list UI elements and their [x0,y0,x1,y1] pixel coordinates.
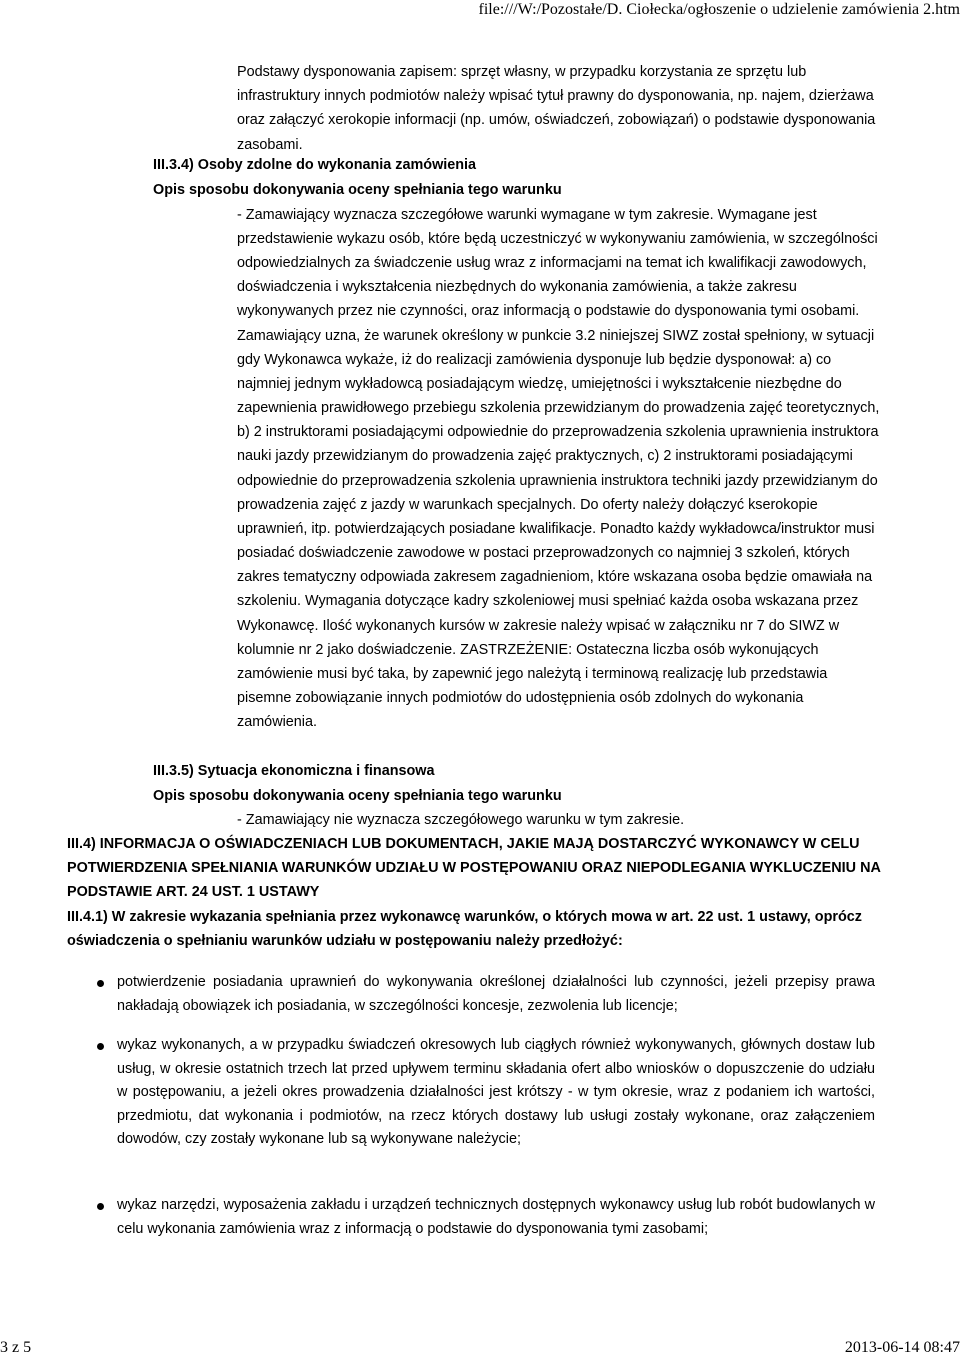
paragraph-osoby-first-line: - Zamawiający wyznacza szczegółowe warunki wymagane w tym zakresie. Wymagane jest [237,207,817,223]
section-heading-iii-3-5: III.3.5) Sytuacja ekonomiczna i finansowa [153,763,435,779]
section-heading-iii-4-1: III.4.1) W zakresie wykazania spełniania przez wykonawcę warunków, o których mowa w art. 22 ust. 1 ustawy, oprócz oświadczenia o spełnianiu warunków udziału w postępowaniu należy przedłożyć: [67,909,862,949]
required-documents-list [95,971,875,1018]
print-datetime: 2013-06-14 08:47 [844,1339,960,1356]
list-item-text: wykaz narzędzi, wyposażenia zakładu i urządzeń technicznych dostępnych wykonawcy usług lub robót budowlanych w celu wykonania zamówienia wraz z informacją o podstawie do dysponowania tymi zasobami; [117,1197,875,1237]
list-item [95,1194,875,1241]
paragraph-sytuacja-ekonomiczna: - Zamawiający nie wyznacza szczegółowego warunku w tym zakresie. [237,812,685,828]
list-item-text: wykaz wykonanych, a w przypadku świadczeń okresowych lub ciągłych również wykonywanych, głównych dostaw lub usług, w okresie ostatnich trzech lat przed upływem terminu składania ofert albo wniosków o dopuszczenie do udziału w postępowaniu, a jeżeli okres prowadzenia działalności jest krótszy - w tym okresie, wraz z podaniem ich wartości, przedmiotu, dat wykonania i podmiotów, na rzecz których dostawy lub usługi zostały wykonane, oraz załączeniem dowodów, czy zostały wykonane lub są wykonywane należycie; [117,1037,875,1147]
list-item-text: potwierdzenie posiadania uprawnień do wykonywania określonej działalności lub czynności, jeżeli przepisy prawa nakładają obowiązek ich posiadania, w szczególności koncesje, zezwolenia lub licencje; [117,974,875,1014]
page-number: 3 z 5 [0,1339,32,1356]
bullet-icon [97,1203,104,1210]
section-heading-iii-3-4: III.3.4) Osoby zdolne do wykonania zamówienia [153,157,477,173]
bullet-icon [97,1043,104,1050]
section-heading-iii-4: III.4) INFORMACJA O OŚWIADCZENIACH LUB DOKUMENTACH, JAKIE MAJĄ DOSTARCZYĆ WYKONAWCY W CELU POTWIERDZENIA SPEŁNIANIA WARUNKÓW UDZIAŁU W POSTĘPOWANIU ORAZ NIEPODLEGANIA WYKLUCZENIU NA PODSTAWIE ART. 24 UST. 1 USTAWY [67,836,881,900]
evaluation-method-heading: Opis sposobu dokonywania oceny spełniania tego warunku [153,788,562,804]
list-item [95,971,875,1018]
required-documents-list [95,1194,875,1241]
evaluation-method-heading: Opis sposobu dokonywania oceny spełniania tego warunku [153,182,562,198]
file-path-header: file:///W:/Pozostałe/D. Ciołecka/ogłoszenie o udzielenie zamówienia 2.htm [478,1,960,18]
bullet-icon [97,980,104,987]
paragraph-podstawy-dysponowania: Podstawy dysponowania zapisem: sprzęt własny, w przypadku korzystania ze sprzętu lub infrastruktury innych podmiotów należy wpisać tytuł prawny do dysponowania, np. najem, dzierżawa oraz załączyć xerokopie informacji (np. umów, oświadczeń, zobowiązań) o podstawie dysponowania zasobami. [237,64,876,153]
paragraph-osoby-zdolne: przedstawienie wykazu osób, które będą uczestniczyć w wykonywaniu zamówienia, w szczególności odpowiedzialnych za świadczenie usług wraz z informacjami na temat ich kwalifikacji zawodowych, doświadczenia i wykształcenia niezbędnych do wykonania zamówienia, a także zakresu wykonywanych przez nie czynności, oraz informacją o podstawie do dysponowania tymi osobami. Zamawiający uzna, że warunek określony w punkcie 3.2 niniejszej SIWZ został spełniony, w sytuacji gdy Wykonawca wykaże, iż do realizacji zamówienia dysponuje lub będzie dysponował: a) co najmniej jednym wykładowcą posiadającym wiedzę, umiejętności i wykształcenie niezbędne do zapewnienia prawidłowego przebiegu szkolenia przewidzianym do prowadzenia zajęć teoretycznych, b) 2 instruktorami posiadającymi odpowiednie do przeprowadzenia szkolenia uprawnienia instruktora nauki jazdy przewidzianym do prowadzenia zajęć praktycznych, c) 2 instruktorami posiadającymi odpowiednie do przeprowadzenia szkolenia uprawnienia instruktora techniki jazdy przewidzianym do prowadzenia zajęć z jazdy w warunkach specjalnych. Do oferty należy dołączyć kserokopie uprawnień, itp. potwierdzających posiadane kwalifikacje. Ponadto każdy wykładowca/instruktor musi posiadać doświadczenie zawodowe w postaci przeprowadzonych co najmniej 3 szkoleń, których zakres tematyczny odpowiada zakresem zagadnieniom, które wskazana osoba będzie omawiała na szkoleniu. Wymagania dotyczące kadry szkoleniowej musi spełniać każda osoba wskazana przez Wykonawcę. Ilość wykonanych kursów w zakresie należy wpisać w załączniku nr 7 do SIWZ w kolumnie nr 2 jako doświadczenie. ZASTRZEŻENIE: Ostateczna liczba osób wykonujących zamówienie musi być taka, by zapewnić jego należytą i terminową realizację lub przedstawia pisemne zobowiązanie innych podmiotów do udostępnienia osób zdolnych do wykonania zamówienia. [237,231,880,731]
list-item [95,1034,875,1152]
required-documents-list [95,1034,875,1152]
